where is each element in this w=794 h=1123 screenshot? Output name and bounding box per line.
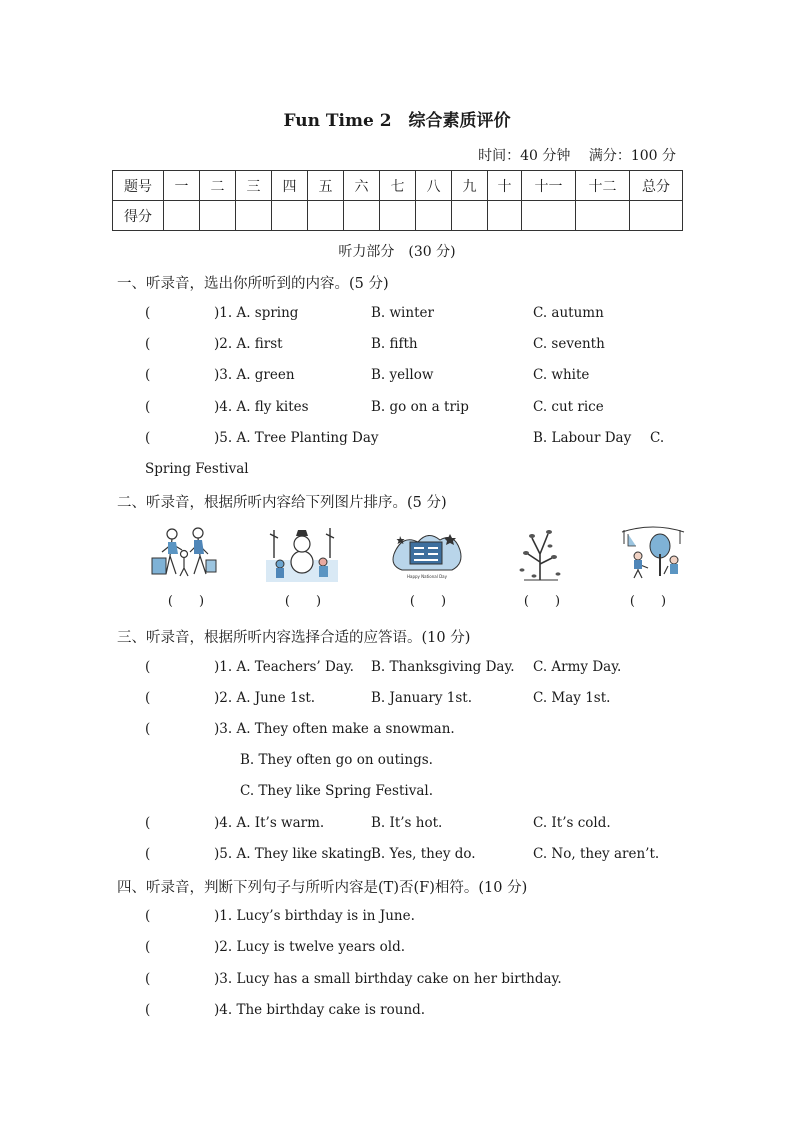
question-option-b: B. It’s hot. (371, 815, 443, 831)
column-header: 六 (344, 171, 380, 201)
question-option-c: C. autumn (533, 305, 604, 321)
snowman-picture (266, 524, 338, 582)
question-option-b: B. Thanksgiving Day. (371, 659, 515, 675)
score-cell[interactable] (452, 201, 488, 231)
answer-paren[interactable]: ( (145, 908, 151, 924)
score-table (112, 170, 683, 231)
answer-paren[interactable]: ( (145, 721, 151, 737)
column-header: 十一 (522, 171, 576, 201)
tree-planting-picture (620, 524, 686, 582)
question-option-c: C. May 1st. (533, 690, 611, 706)
question-option-a: )3. A. They often make a snowman. (214, 721, 455, 737)
question-option-a: )2. A. first (214, 336, 283, 352)
score-cell[interactable] (380, 201, 416, 231)
question-option-b: B. January 1st. (371, 690, 473, 706)
column-header: 二 (200, 171, 236, 201)
answer-paren[interactable]: ( (145, 305, 151, 321)
score-cell[interactable] (200, 201, 236, 231)
column-header: 十 (488, 171, 522, 201)
question-option-c: C. They like Spring Festival. (240, 783, 433, 799)
order-blank[interactable]: ( ) (284, 594, 322, 609)
section4-title: 四、听录音，判断下列句子与所听内容是(T)否(F)相符。(10 分) (117, 880, 528, 896)
answer-paren[interactable]: ( (145, 971, 151, 987)
question-option-a: )4. A. It’s warm. (214, 815, 325, 831)
score-cell[interactable] (308, 201, 344, 231)
question-option-b: B. They often go on outings. (240, 752, 433, 768)
answer-paren[interactable]: ( (145, 690, 151, 706)
answer-paren[interactable]: ( (145, 367, 151, 383)
statement: )4. The birthday cake is round. (214, 1002, 426, 1018)
question-option-a: )4. A. fly kites (214, 399, 309, 415)
column-header: 五 (308, 171, 344, 201)
order-blank[interactable]: ( ) (629, 594, 667, 609)
score-table-score-row (113, 201, 683, 231)
score-label: 得分 (113, 201, 164, 231)
section2-title: 二、听录音，根据所听内容给下列图片排序。(5 分) (117, 495, 447, 511)
family-travel-picture (148, 524, 220, 582)
question-option-c: C. seventh (533, 336, 605, 352)
happy-national-day-picture (388, 524, 466, 582)
part-title: 听力部分 (30 分) (338, 244, 456, 260)
question-option-a: )2. A. June 1st. (214, 690, 316, 706)
score-cell[interactable] (272, 201, 308, 231)
question-option-b: B. go on a trip (371, 399, 469, 415)
score-cell[interactable] (416, 201, 452, 231)
question-option-b: B. fifth (371, 336, 418, 352)
order-blank[interactable]: ( ) (167, 594, 205, 609)
question-option-a: )1. A. spring (214, 305, 299, 321)
answer-paren[interactable]: ( (145, 399, 151, 415)
column-header: 一 (164, 171, 200, 201)
question-option-c: C. cut rice (533, 399, 604, 415)
score-cell[interactable] (164, 201, 200, 231)
header-label: 题号 (113, 171, 164, 201)
answer-paren[interactable]: ( (145, 430, 151, 446)
question-option-a: )5. A. They like skating. (214, 846, 376, 862)
score-cell[interactable] (630, 201, 683, 231)
order-blank[interactable]: ( ) (523, 594, 561, 609)
banner-text: Happy National Day (406, 574, 448, 579)
question-option-b: B. yellow (371, 367, 434, 383)
column-header: 三 (236, 171, 272, 201)
falling-leaves-picture (514, 524, 566, 582)
question-option-b: B. winter (371, 305, 434, 321)
column-header: 九 (452, 171, 488, 201)
answer-paren[interactable]: ( (145, 659, 151, 675)
answer-paren[interactable]: ( (145, 846, 151, 862)
page-title: Fun Time 2 综合素质评价 (283, 111, 511, 131)
column-header: 八 (416, 171, 452, 201)
time-info: 时间：40 分钟 满分：100 分 (478, 148, 676, 164)
column-header: 四 (272, 171, 308, 201)
section3-title: 三、听录音，根据所听内容选择合适的应答语。(10 分) (117, 630, 471, 646)
order-blank[interactable]: ( ) (409, 594, 447, 609)
question-option-a: )5. A. Tree Planting Day (214, 430, 379, 446)
score-cell[interactable] (576, 201, 630, 231)
question-option-c: C. It’s cold. (533, 815, 611, 831)
question-option-a: )3. A. green (214, 367, 295, 383)
statement: )3. Lucy has a small birthday cake on her birthday. (214, 971, 562, 987)
score-table-header-row (113, 171, 683, 201)
score-cell[interactable] (522, 201, 576, 231)
question-option-a: )1. A. Teachers’ Day. (214, 659, 354, 675)
section1-title: 一、听录音，选出你所听到的内容。(5 分) (117, 276, 389, 292)
question-option-c: C. Army Day. (533, 659, 622, 675)
score-cell[interactable] (344, 201, 380, 231)
answer-paren[interactable]: ( (145, 336, 151, 352)
answer-paren[interactable]: ( (145, 815, 151, 831)
score-cell[interactable] (236, 201, 272, 231)
column-header: 十二 (576, 171, 630, 201)
statement: )2. Lucy is twelve years old. (214, 939, 406, 955)
statement: )1. Lucy’s birthday is in June. (214, 908, 415, 924)
question-option-c: C. No, they aren’t. (533, 846, 660, 862)
column-header: 七 (380, 171, 416, 201)
question-option-c: C. (650, 430, 665, 446)
column-header: 总分 (630, 171, 683, 201)
score-cell[interactable] (488, 201, 522, 231)
question-option-c: C. white (533, 367, 590, 383)
question-option-c-wrap: Spring Festival (145, 461, 249, 477)
question-option-b: B. Labour Day (533, 430, 632, 446)
answer-paren[interactable]: ( (145, 939, 151, 955)
question-option-b: B. Yes, they do. (371, 846, 476, 862)
answer-paren[interactable]: ( (145, 1002, 151, 1018)
